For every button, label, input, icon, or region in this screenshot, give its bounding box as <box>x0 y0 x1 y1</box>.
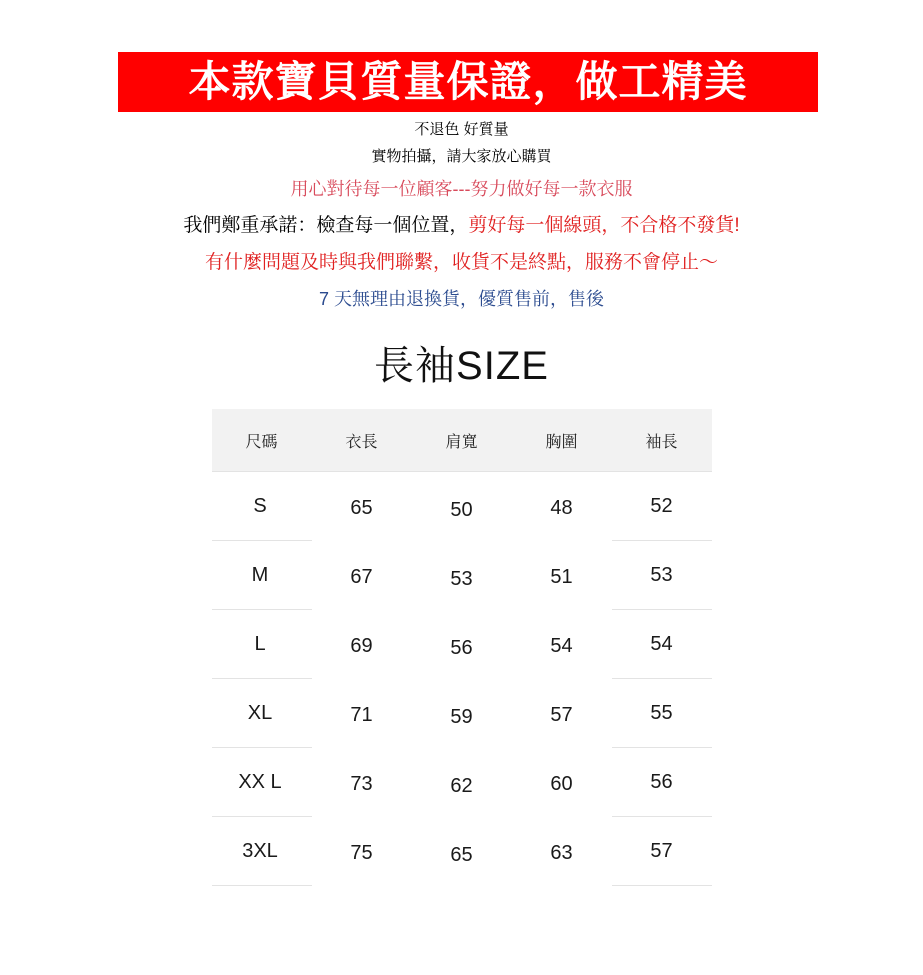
promo-line-promise-highlight: 剪好每一個線頭，不合格不發貨! <box>468 215 740 236</box>
table-cell-bust: 63 <box>512 819 612 888</box>
table-row <box>212 679 712 748</box>
table-cell-length: 71 <box>312 681 412 750</box>
table-cell-size: M <box>212 541 312 610</box>
table-header-cell: 尺碼 <box>212 409 312 472</box>
table-cell-sleeve: 57 <box>612 817 712 886</box>
table-row <box>212 748 712 817</box>
promo-line-contact: 有什麼問題及時與我們聯繫，收貨不是終點，服務不會停止～ <box>204 252 718 273</box>
table-cell-sleeve: 53 <box>612 541 712 610</box>
table-cell-sleeve: 55 <box>612 679 712 748</box>
table-cell-shoulder: 65 <box>412 821 512 890</box>
table-header-cell: 胸圍 <box>512 409 612 472</box>
promo-line-real-photo: 實物拍攝，請大家放心購買 <box>371 148 552 165</box>
table-cell-bust: 60 <box>512 750 612 819</box>
table-cell-shoulder: 59 <box>412 683 512 752</box>
table-cell-bust: 57 <box>512 681 612 750</box>
promo-line-service: 用心對待每一位顧客---努力做好每一款衣服 <box>290 179 633 199</box>
table-cell-sleeve: 52 <box>612 472 712 541</box>
table-cell-size: 3XL <box>212 817 312 886</box>
table-cell-bust: 54 <box>512 612 612 681</box>
table-row <box>212 817 712 886</box>
table-header-cell: 肩寬 <box>412 409 512 472</box>
table-cell-size: S <box>212 472 312 541</box>
table-cell-bust: 48 <box>512 474 612 543</box>
table-cell-size: XX L <box>212 748 312 817</box>
table-row <box>212 610 712 679</box>
table-row <box>212 541 712 610</box>
table-cell-sleeve: 56 <box>612 748 712 817</box>
table-cell-bust: 51 <box>512 543 612 612</box>
product-description-page <box>0 52 923 975</box>
promo-line-quality: 不退色 好質量 <box>414 121 509 138</box>
table-cell-size: XL <box>212 679 312 748</box>
table-cell-sleeve: 54 <box>612 610 712 679</box>
size-chart-title: 長袖SIZE <box>374 344 549 388</box>
table-header-cell: 衣長 <box>312 409 412 472</box>
promo-line-promise-prefix: 我們鄭重承諾：檢查每一個位置， <box>183 215 469 236</box>
table-cell-shoulder: 62 <box>412 752 512 821</box>
table-header-row <box>212 409 712 472</box>
table-cell-shoulder: 56 <box>412 614 512 683</box>
table-row <box>212 472 712 541</box>
table-cell-length: 65 <box>312 474 412 543</box>
promo-banner <box>118 52 818 112</box>
table-cell-size: L <box>212 610 312 679</box>
promo-line-promise <box>0 216 923 235</box>
table-cell-shoulder: 50 <box>412 476 512 545</box>
table-cell-shoulder: 53 <box>412 545 512 614</box>
table-cell-length: 69 <box>312 612 412 681</box>
table-cell-length: 67 <box>312 543 412 612</box>
promo-banner-text: 本款寶貝質量保證，做工精美 <box>188 57 748 106</box>
size-chart-table <box>212 409 712 886</box>
promo-line-return-policy: 7 天無理由退換貨，優質售前，售後 <box>318 289 604 309</box>
promo-text-block <box>0 122 923 308</box>
table-cell-length: 75 <box>312 819 412 888</box>
size-chart-wrapper <box>212 409 712 886</box>
table-header-cell: 袖長 <box>612 409 712 472</box>
table-cell-length: 73 <box>312 750 412 819</box>
